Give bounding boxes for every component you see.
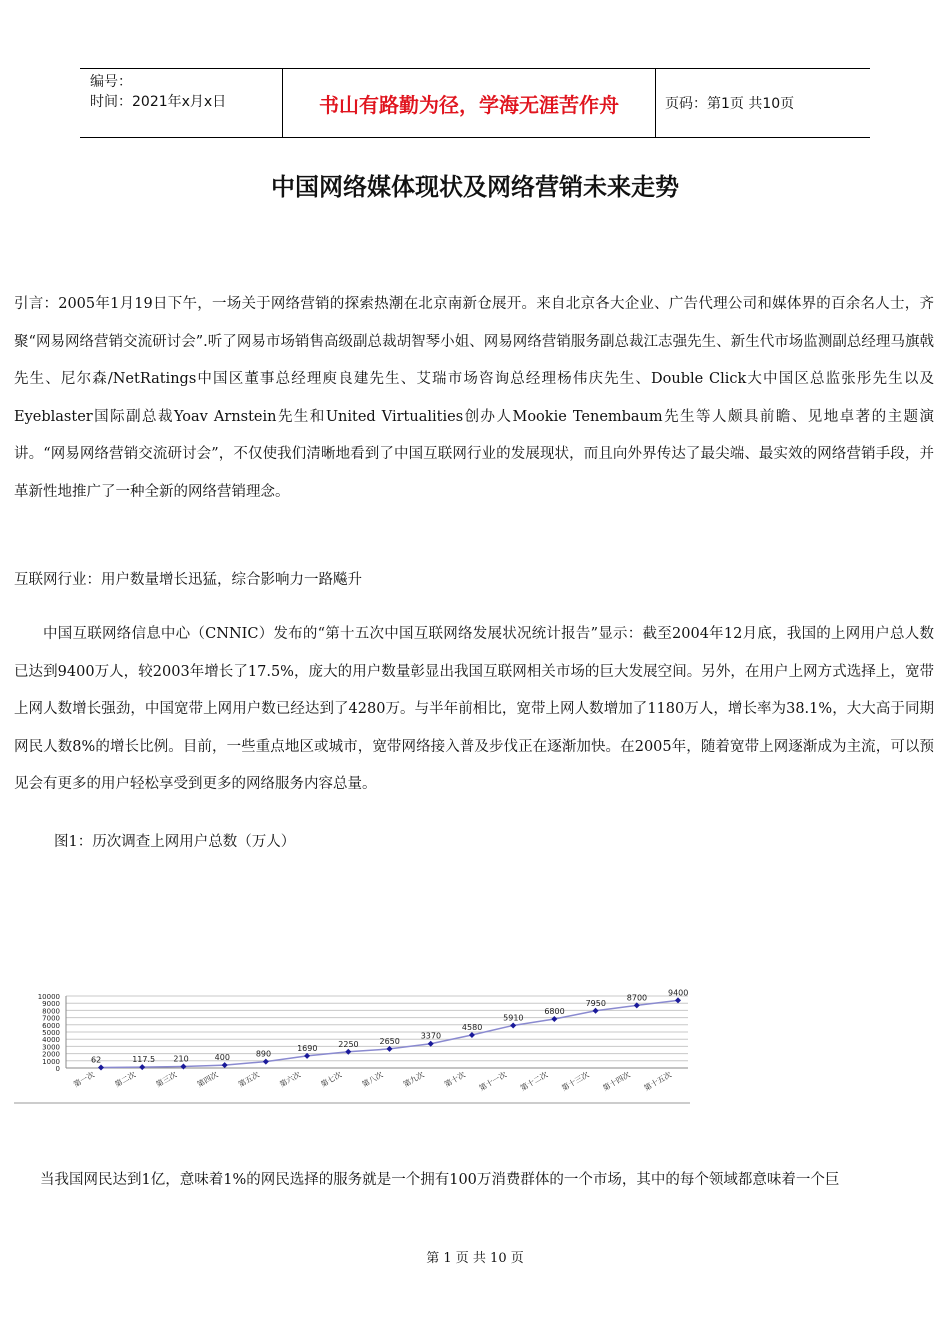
data-point — [469, 1032, 475, 1038]
intro-paragraph: 引言：2005年1月19日下午，一场关于网络营销的探索热潮在北京南新仓展开。来自北京各大企业、广告代理公司和媒体界的百余名人士，齐聚“网易网络营销交流研讨会”.听了网易市场销售高级副总裁胡智琴小姐、网易网络营销服务副总裁江志强先生、新生代市场监测副总经理马旗戟先生、尼尔森/NetRatings中国区董事总经理庾良建先生、艾瑞市场咨询总经理杨伟庆先生、Double Click大中国区总监张彤先生以及Eyeblaster国际副总裁Yoav Arnstein先生和United Virtualities创办人Mookie Tenembaum先生等人颇具前瞻、见地卓著的主题演讲。“网易网络营销交流研讨会”，不仅使我们清晰地看到了中国互联网行业的发展现状，而且向外界传达了最尖端、最实效的网络营销手段，并革新性地推广了一种全新的网络营销理念。 — [14, 296, 934, 500]
data-point — [675, 997, 681, 1003]
data-label: 8700 — [626, 993, 648, 1003]
x-tick-label: 第三次 — [154, 1069, 179, 1089]
x-tick-label: 第四次 — [195, 1069, 220, 1089]
header-meta — [80, 69, 282, 137]
document-title: 中国网络媒体现状及网络营销未来走势 — [271, 172, 679, 201]
x-tick-label: 第十三次 — [560, 1069, 591, 1093]
x-tick-label: 第八次 — [360, 1069, 385, 1089]
data-point — [180, 1063, 186, 1069]
number-label: 编号： — [90, 74, 132, 90]
y-tick-label: 6000 — [42, 1021, 60, 1030]
data-label: 7950 — [585, 998, 606, 1008]
x-tick-label: 第五次 — [236, 1069, 261, 1089]
x-tick-label: 第十五次 — [642, 1069, 673, 1093]
y-tick-label: 5000 — [42, 1029, 60, 1037]
y-tick-label: 3000 — [42, 1043, 60, 1052]
y-tick-label: 9000 — [42, 1000, 60, 1009]
y-tick-label: 0 — [55, 1065, 60, 1073]
data-label: 2650 — [379, 1036, 400, 1046]
x-tick-label: 第十一次 — [477, 1069, 509, 1093]
x-tick-label: 第十次 — [442, 1069, 467, 1089]
time-label: 时间：2021年x月x日 — [90, 94, 227, 110]
chart-svg — [14, 984, 690, 1104]
data-label: 3370 — [420, 1031, 442, 1041]
data-point — [139, 1064, 145, 1070]
x-tick-label: 第六次 — [278, 1069, 303, 1089]
data-point — [510, 1022, 516, 1028]
user-count-chart — [14, 984, 690, 1104]
data-label: 890 — [255, 1049, 272, 1059]
x-tick-label: 第九次 — [401, 1069, 426, 1089]
page-footer: 第 1 页 共 10 页 — [426, 1251, 524, 1266]
data-label: 210 — [173, 1054, 189, 1064]
data-label: 117.5 — [132, 1055, 156, 1065]
data-label: 400 — [214, 1053, 230, 1063]
data-point — [222, 1062, 228, 1068]
figure-caption: 图1：历次调查上网用户总数（万人） — [54, 834, 296, 850]
header-motto: 书山有路勤为径，学海无涯苦作舟 — [282, 69, 656, 137]
header-page-info: 页码：第1页 共10页 — [665, 96, 795, 112]
y-tick-label: 7000 — [42, 1014, 60, 1023]
y-tick-label: 1000 — [42, 1057, 60, 1066]
data-point — [98, 1065, 104, 1071]
data-label: 1690 — [297, 1043, 318, 1053]
y-tick-label: 2000 — [42, 1050, 60, 1059]
data-label: 9400 — [668, 988, 689, 998]
data-label: 5910 — [503, 1013, 524, 1023]
x-tick-label: 第七次 — [319, 1069, 344, 1089]
y-tick-label: 8000 — [42, 1007, 60, 1016]
data-point — [593, 1008, 599, 1014]
data-label: 2250 — [338, 1039, 359, 1049]
x-tick-label: 第二次 — [113, 1069, 138, 1089]
data-label: 4580 — [461, 1023, 483, 1033]
data-point — [551, 1016, 557, 1022]
data-label: 6800 — [544, 1007, 565, 1017]
data-label: 62 — [91, 1055, 102, 1065]
closing-line: 当我国网民达到1亿，意味着1%的网民选择的服务就是一个拥有100万消费群体的一个市场，其中的每个领域都意味着一个巨 — [40, 1172, 840, 1188]
y-tick-label: 10000 — [37, 993, 60, 1001]
section-heading: 互联网行业：用户数量增长迅猛，综合影响力一路飚升 — [14, 572, 362, 588]
x-tick-label: 第十四次 — [601, 1069, 632, 1093]
header-table — [80, 68, 870, 138]
data-point — [428, 1041, 434, 1047]
x-tick-label: 第十二次 — [518, 1069, 550, 1093]
body-paragraph: 中国互联网络信息中心（CNNIC）发布的“第十五次中国互联网络发展状况统计报告”显示：截至2004年12月底，我国的上网用户总人数已达到9400万人，较2003年增长了17.5%，庞大的用户数量彰显出我国互联网相关市场的巨大发展空间。另外，在用户上网方式选择上，宽带上网人数增长强劲，中国宽带上网用户数已经达到了4280万。与半年前相比，宽带上网人数增加了1180万人，增长率为38.1%，大大高于同期网民人数8%的增长比例。目前，一些重点地区或城市，宽带网络接入普及步伐正在逐渐加快。在2005年，随着宽带上网逐渐成为主流，可以预见会有更多的用户轻松享受到更多的网络服务内容总量。 — [14, 626, 934, 792]
y-tick-label: 4000 — [42, 1036, 60, 1045]
x-tick-label: 第一次 — [72, 1069, 96, 1089]
data-point — [263, 1059, 269, 1065]
